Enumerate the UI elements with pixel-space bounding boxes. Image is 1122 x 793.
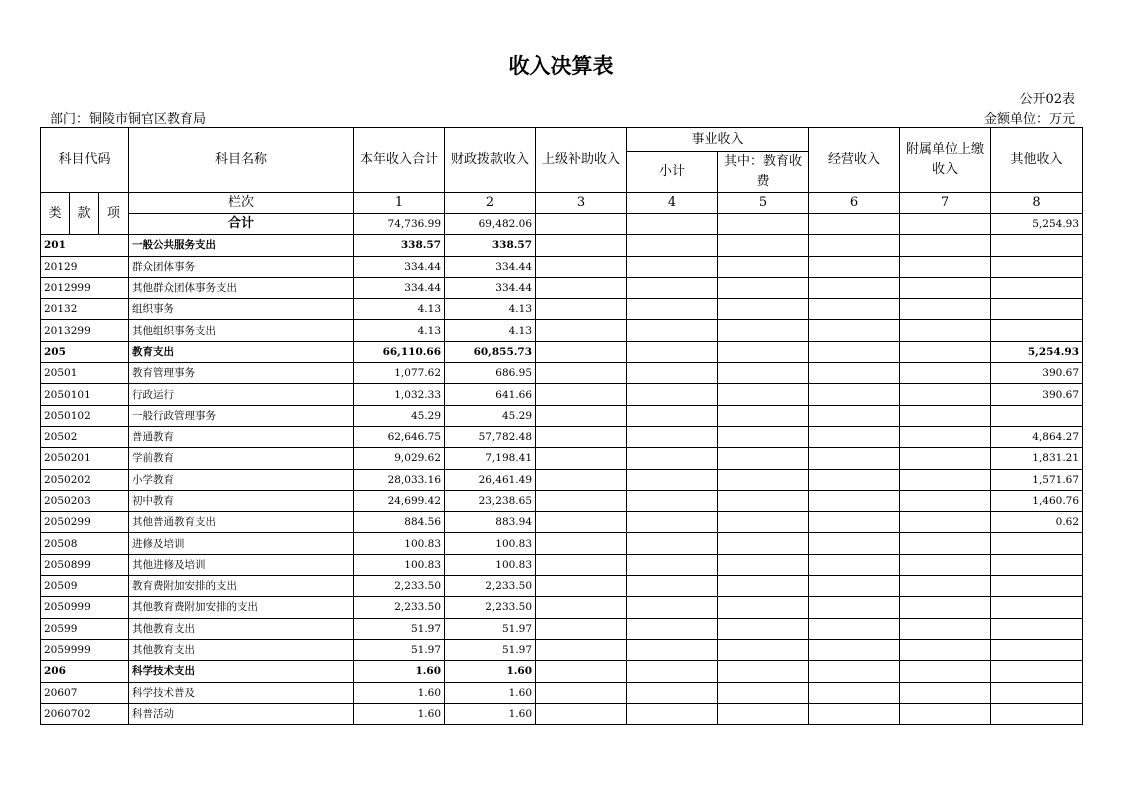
row-career-edu [718, 597, 809, 618]
row-name: 教育费附加安排的支出 [129, 576, 354, 597]
row-operating [809, 639, 900, 660]
row-other [991, 576, 1083, 597]
row-operating [809, 682, 900, 703]
row-name: 一般公共服务支出 [129, 235, 354, 256]
row-other [991, 405, 1083, 426]
table-row [41, 405, 1083, 426]
row-operating [809, 554, 900, 575]
row-code: 206 [41, 661, 129, 682]
row-career-edu [718, 299, 809, 320]
row-other [991, 618, 1083, 639]
row-affiliated [900, 256, 991, 277]
header-row-3 [41, 193, 1083, 214]
row-code: 20607 [41, 682, 129, 703]
row-career-subtotal [627, 235, 718, 256]
total-operating [809, 214, 900, 235]
row-code: 20132 [41, 299, 129, 320]
row-superior [536, 576, 627, 597]
row-superior [536, 320, 627, 341]
row-fiscal: 338.57 [445, 235, 536, 256]
header-kuan: 款 [70, 193, 99, 235]
row-total: 334.44 [354, 277, 445, 298]
row-name: 进修及培训 [129, 533, 354, 554]
row-career-subtotal [627, 661, 718, 682]
total-career-subtotal [627, 214, 718, 235]
row-affiliated [900, 576, 991, 597]
row-other: 1,831.21 [991, 448, 1083, 469]
row-name: 初中教育 [129, 490, 354, 511]
table-row [41, 597, 1083, 618]
row-code: 2059999 [41, 639, 129, 660]
row-total: 24,699.42 [354, 490, 445, 511]
row-career-edu [718, 576, 809, 597]
row-affiliated [900, 235, 991, 256]
row-career-subtotal [627, 299, 718, 320]
row-code: 2060702 [41, 703, 129, 724]
table-row [41, 661, 1083, 682]
row-superior [536, 597, 627, 618]
row-affiliated [900, 320, 991, 341]
table-row [41, 235, 1083, 256]
table-row [41, 277, 1083, 298]
row-affiliated [900, 384, 991, 405]
income-table [40, 127, 1083, 725]
total-other: 5,254.93 [991, 214, 1083, 235]
row-affiliated [900, 554, 991, 575]
row-career-edu [718, 512, 809, 533]
row-total: 1.60 [354, 682, 445, 703]
row-affiliated [900, 597, 991, 618]
row-superior [536, 554, 627, 575]
row-operating [809, 533, 900, 554]
header-fiscal: 财政拨款收入 [445, 128, 536, 193]
col-num-2: 2 [445, 193, 536, 214]
row-superior [536, 448, 627, 469]
row-total: 62,646.75 [354, 426, 445, 447]
row-career-edu [718, 682, 809, 703]
row-affiliated [900, 490, 991, 511]
row-fiscal: 1.60 [445, 703, 536, 724]
table-row [41, 426, 1083, 447]
table-row [41, 448, 1083, 469]
row-name: 科普活动 [129, 703, 354, 724]
row-career-edu [718, 277, 809, 298]
row-operating [809, 576, 900, 597]
row-affiliated [900, 618, 991, 639]
row-name: 其他群众团体事务支出 [129, 277, 354, 298]
row-superior [536, 235, 627, 256]
row-fiscal: 334.44 [445, 277, 536, 298]
row-operating [809, 469, 900, 490]
row-other [991, 277, 1083, 298]
row-fiscal: 57,782.48 [445, 426, 536, 447]
row-fiscal: 2,233.50 [445, 576, 536, 597]
row-career-subtotal [627, 682, 718, 703]
table-row [41, 363, 1083, 384]
row-affiliated [900, 533, 991, 554]
row-total: 9,029.62 [354, 448, 445, 469]
row-code: 20508 [41, 533, 129, 554]
table-row [41, 384, 1083, 405]
row-affiliated [900, 682, 991, 703]
row-other [991, 703, 1083, 724]
row-career-edu [718, 703, 809, 724]
row-fiscal: 51.97 [445, 618, 536, 639]
row-career-subtotal [627, 512, 718, 533]
row-other [991, 256, 1083, 277]
amount-unit-label: 金额单位：万元 [983, 112, 1075, 127]
row-other: 390.67 [991, 384, 1083, 405]
header-operating: 经营收入 [809, 128, 900, 193]
row-fiscal: 883.94 [445, 512, 536, 533]
row-career-subtotal [627, 448, 718, 469]
row-affiliated [900, 512, 991, 533]
row-affiliated [900, 448, 991, 469]
row-career-edu [718, 341, 809, 362]
row-operating [809, 490, 900, 511]
row-operating [809, 384, 900, 405]
row-operating [809, 448, 900, 469]
table-row [41, 639, 1083, 660]
row-other: 0.62 [991, 512, 1083, 533]
table-row [41, 618, 1083, 639]
total-total: 74,736.99 [354, 214, 445, 235]
row-fiscal: 4.13 [445, 320, 536, 341]
row-name: 其他教育支出 [129, 639, 354, 660]
row-code: 20129 [41, 256, 129, 277]
row-operating [809, 277, 900, 298]
row-fiscal: 1.60 [445, 682, 536, 703]
row-superior [536, 661, 627, 682]
row-total: 1,032.33 [354, 384, 445, 405]
row-total: 884.56 [354, 512, 445, 533]
row-superior [536, 682, 627, 703]
table-row [41, 490, 1083, 511]
row-operating [809, 426, 900, 447]
row-name: 其他组织事务支出 [129, 320, 354, 341]
row-superior [536, 469, 627, 490]
row-code: 2012999 [41, 277, 129, 298]
row-career-subtotal [627, 277, 718, 298]
row-career-edu [718, 320, 809, 341]
row-career-subtotal [627, 320, 718, 341]
row-fiscal: 26,461.49 [445, 469, 536, 490]
row-name: 其他普通教育支出 [129, 512, 354, 533]
total-fiscal: 69,482.06 [445, 214, 536, 235]
col-num-8: 8 [991, 193, 1083, 214]
row-operating [809, 320, 900, 341]
table-row [41, 299, 1083, 320]
row-career-subtotal [627, 639, 718, 660]
row-name: 行政运行 [129, 384, 354, 405]
row-fiscal: 100.83 [445, 533, 536, 554]
row-fiscal: 334.44 [445, 256, 536, 277]
row-code: 20502 [41, 426, 129, 447]
row-superior [536, 618, 627, 639]
header-affiliated: 附属单位上缴收入 [900, 128, 991, 193]
row-career-edu [718, 426, 809, 447]
row-career-subtotal [627, 490, 718, 511]
row-code: 201 [41, 235, 129, 256]
row-other [991, 639, 1083, 660]
col-num-4: 4 [627, 193, 718, 214]
row-code: 2050201 [41, 448, 129, 469]
row-career-subtotal [627, 703, 718, 724]
row-total: 4.13 [354, 320, 445, 341]
row-fiscal: 51.97 [445, 639, 536, 660]
row-career-subtotal [627, 618, 718, 639]
table-row [41, 682, 1083, 703]
row-code: 20501 [41, 363, 129, 384]
row-career-edu [718, 256, 809, 277]
row-fiscal: 45.29 [445, 405, 536, 426]
row-other [991, 320, 1083, 341]
row-affiliated [900, 299, 991, 320]
row-name: 学前教育 [129, 448, 354, 469]
table-row [41, 512, 1083, 533]
header-xiang: 项 [99, 193, 129, 235]
row-superior [536, 490, 627, 511]
row-career-subtotal [627, 426, 718, 447]
row-total: 2,233.50 [354, 576, 445, 597]
row-affiliated [900, 277, 991, 298]
row-total: 66,110.66 [354, 341, 445, 362]
row-other: 1,460.76 [991, 490, 1083, 511]
row-total: 28,033.16 [354, 469, 445, 490]
row-career-subtotal [627, 405, 718, 426]
row-name: 其他教育支出 [129, 618, 354, 639]
row-superior [536, 639, 627, 660]
row-operating [809, 618, 900, 639]
col-num-6: 6 [809, 193, 900, 214]
row-affiliated [900, 341, 991, 362]
header-total: 本年收入合计 [354, 128, 445, 193]
row-name: 小学教育 [129, 469, 354, 490]
row-code: 2050102 [41, 405, 129, 426]
header-name: 科目名称 [129, 128, 354, 193]
row-affiliated [900, 426, 991, 447]
row-code: 2050203 [41, 490, 129, 511]
row-fiscal: 1.60 [445, 661, 536, 682]
row-code: 2050299 [41, 512, 129, 533]
row-other [991, 682, 1083, 703]
page-title: 收入决算表 [508, 54, 614, 78]
row-career-edu [718, 405, 809, 426]
row-operating [809, 405, 900, 426]
row-superior [536, 384, 627, 405]
row-affiliated [900, 405, 991, 426]
row-other [991, 235, 1083, 256]
total-label: 合计 [129, 214, 354, 235]
row-total: 2,233.50 [354, 597, 445, 618]
row-name: 其他进修及培训 [129, 554, 354, 575]
row-superior [536, 703, 627, 724]
table-row [41, 703, 1083, 724]
header-row-1 [41, 128, 1083, 152]
row-operating [809, 256, 900, 277]
row-career-edu [718, 533, 809, 554]
table-row [41, 469, 1083, 490]
row-fiscal: 23,238.65 [445, 490, 536, 511]
row-superior [536, 277, 627, 298]
row-operating [809, 703, 900, 724]
row-fiscal: 100.83 [445, 554, 536, 575]
row-fiscal: 686.95 [445, 363, 536, 384]
row-name: 其他教育费附加安排的支出 [129, 597, 354, 618]
row-fiscal: 7,198.41 [445, 448, 536, 469]
row-career-edu [718, 363, 809, 384]
row-code: 2050202 [41, 469, 129, 490]
row-other: 1,571.67 [991, 469, 1083, 490]
row-fiscal: 4.13 [445, 299, 536, 320]
row-total: 51.97 [354, 639, 445, 660]
row-career-edu [718, 469, 809, 490]
row-superior [536, 256, 627, 277]
total-row [41, 214, 1083, 235]
row-career-subtotal [627, 469, 718, 490]
row-career-edu [718, 554, 809, 575]
table-row [41, 320, 1083, 341]
header-lei: 类 [41, 193, 70, 235]
row-superior [536, 363, 627, 384]
header-career-edu: 其中：教育收费 [718, 152, 809, 193]
row-other: 4,864.27 [991, 426, 1083, 447]
table-row [41, 554, 1083, 575]
row-name: 一般行政管理事务 [129, 405, 354, 426]
row-code: 2013299 [41, 320, 129, 341]
row-superior [536, 512, 627, 533]
row-career-edu [718, 235, 809, 256]
col-num-1: 1 [354, 193, 445, 214]
row-total: 100.83 [354, 533, 445, 554]
row-code: 20509 [41, 576, 129, 597]
header-career: 事业收入 [627, 128, 809, 152]
row-total: 51.97 [354, 618, 445, 639]
row-career-edu [718, 618, 809, 639]
row-other [991, 299, 1083, 320]
row-affiliated [900, 363, 991, 384]
row-name: 普通教育 [129, 426, 354, 447]
row-operating [809, 341, 900, 362]
row-name: 群众团体事务 [129, 256, 354, 277]
header-lanci: 栏次 [129, 193, 354, 214]
row-career-edu [718, 661, 809, 682]
row-affiliated [900, 639, 991, 660]
row-name: 教育管理事务 [129, 363, 354, 384]
col-num-5: 5 [718, 193, 809, 214]
table-row [41, 341, 1083, 362]
table-row [41, 576, 1083, 597]
row-career-subtotal [627, 576, 718, 597]
col-num-7: 7 [900, 193, 991, 214]
row-career-edu [718, 384, 809, 405]
row-fiscal: 641.66 [445, 384, 536, 405]
row-total: 338.57 [354, 235, 445, 256]
row-affiliated [900, 661, 991, 682]
row-superior [536, 405, 627, 426]
header-other: 其他收入 [991, 128, 1083, 193]
total-superior [536, 214, 627, 235]
header-superior: 上级补助收入 [536, 128, 627, 193]
form-number: 公开02表 [1019, 92, 1075, 107]
row-career-subtotal [627, 597, 718, 618]
row-operating [809, 363, 900, 384]
row-superior [536, 533, 627, 554]
row-other [991, 597, 1083, 618]
row-code: 205 [41, 341, 129, 362]
row-career-subtotal [627, 363, 718, 384]
row-affiliated [900, 703, 991, 724]
total-career-edu [718, 214, 809, 235]
header-career-subtotal: 小计 [627, 152, 718, 193]
row-career-subtotal [627, 554, 718, 575]
row-code: 2050101 [41, 384, 129, 405]
row-total: 1.60 [354, 661, 445, 682]
row-career-edu [718, 490, 809, 511]
row-career-subtotal [627, 341, 718, 362]
row-name: 科学技术普及 [129, 682, 354, 703]
row-operating [809, 235, 900, 256]
table-row [41, 256, 1083, 277]
row-career-subtotal [627, 533, 718, 554]
row-name: 科学技术支出 [129, 661, 354, 682]
row-code: 2050899 [41, 554, 129, 575]
row-name: 组织事务 [129, 299, 354, 320]
row-total: 1.60 [354, 703, 445, 724]
row-total: 1,077.62 [354, 363, 445, 384]
row-total: 4.13 [354, 299, 445, 320]
header-code: 科目代码 [41, 128, 129, 193]
row-total: 100.83 [354, 554, 445, 575]
col-num-3: 3 [536, 193, 627, 214]
row-career-subtotal [627, 256, 718, 277]
total-affiliated [900, 214, 991, 235]
row-code: 2050999 [41, 597, 129, 618]
department-label: 部门：铜陵市铜官区教育局 [50, 112, 207, 127]
row-superior [536, 299, 627, 320]
row-other: 5,254.93 [991, 341, 1083, 362]
row-fiscal: 2,233.50 [445, 597, 536, 618]
row-total: 334.44 [354, 256, 445, 277]
row-code: 20599 [41, 618, 129, 639]
row-fiscal: 60,855.73 [445, 341, 536, 362]
row-operating [809, 597, 900, 618]
row-operating [809, 512, 900, 533]
row-other [991, 661, 1083, 682]
row-career-edu [718, 639, 809, 660]
row-affiliated [900, 469, 991, 490]
row-superior [536, 341, 627, 362]
table-row [41, 533, 1083, 554]
row-operating [809, 299, 900, 320]
row-superior [536, 426, 627, 447]
row-career-subtotal [627, 384, 718, 405]
row-total: 45.29 [354, 405, 445, 426]
row-name: 教育支出 [129, 341, 354, 362]
row-other [991, 533, 1083, 554]
row-operating [809, 661, 900, 682]
row-career-edu [718, 448, 809, 469]
row-other: 390.67 [991, 363, 1083, 384]
row-other [991, 554, 1083, 575]
